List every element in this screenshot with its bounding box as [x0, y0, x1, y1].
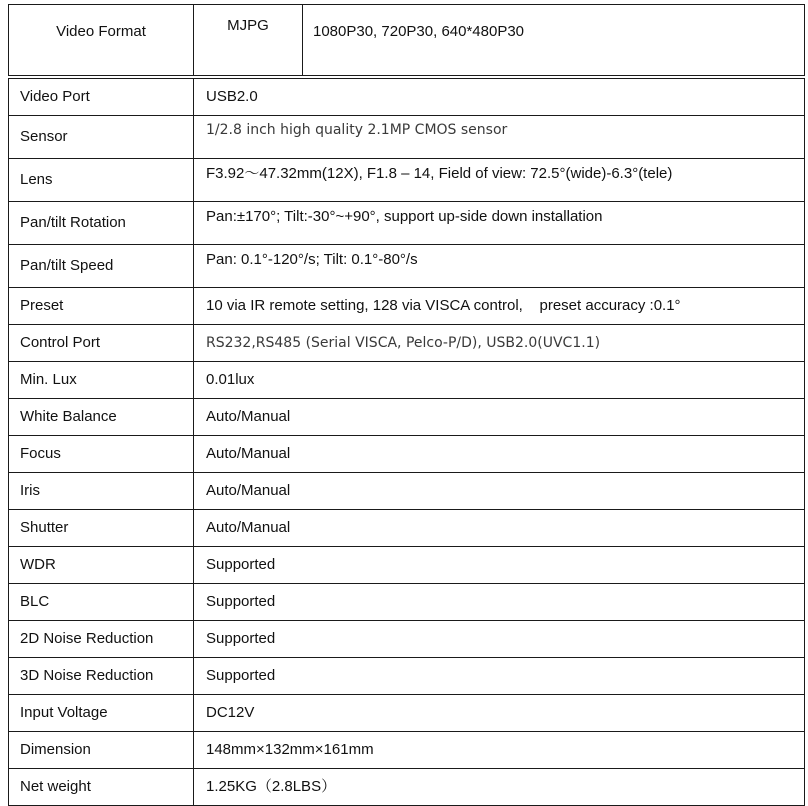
- spec-label-iris: Iris: [9, 473, 194, 510]
- spec-label-blc: BLC: [9, 584, 194, 621]
- spec-value-blc: Supported: [194, 584, 805, 621]
- spec-value-preset: 10 via IR remote setting, 128 via VISCA control, preset accuracy :0.1°: [194, 288, 805, 325]
- spec-label-video-format: Video Format: [9, 5, 194, 76]
- spec-row-pan-tilt-speed: [9, 245, 805, 288]
- spec-row-min-lux: [9, 362, 805, 399]
- spec-value-input-voltage: DC12V: [194, 695, 805, 732]
- spec-value-control-port: RS232,RS485 (Serial VISCA, Pelco-P/D), USB2.0(UVC1.1): [194, 325, 805, 362]
- spec-label-3d-noise-reduction: 3D Noise Reduction: [9, 658, 194, 695]
- spec-label-input-voltage: Input Voltage: [9, 695, 194, 732]
- spec-value-white-balance: Auto/Manual: [194, 399, 805, 436]
- spec-value-video-port: USB2.0: [194, 79, 805, 116]
- spec-row-input-voltage: [9, 695, 805, 732]
- spec-row-sensor: [9, 116, 805, 159]
- spec-value-3d-noise-reduction: Supported: [194, 658, 805, 695]
- spec-row-white-balance: [9, 399, 805, 436]
- spec-value-dimension: 148mm×132mm×161mm: [194, 732, 805, 769]
- spec-value-video-format-resolutions: 1080P30, 720P30, 640*480P30: [303, 5, 805, 76]
- spec-row-lens: [9, 159, 805, 202]
- spec-row-2d-noise-reduction: [9, 621, 805, 658]
- spec-row-preset: [9, 288, 805, 325]
- spec-label-lens: Lens: [9, 159, 194, 202]
- spec-label-control-port: Control Port: [9, 325, 194, 362]
- spec-label-white-balance: White Balance: [9, 399, 194, 436]
- spec-value-video-format-codec: MJPG: [194, 5, 303, 76]
- spec-label-pan-tilt-rotation: Pan/tilt Rotation: [9, 202, 194, 245]
- spec-row-focus: [9, 436, 805, 473]
- spec-value-sensor: 1/2.8 inch high quality 2.1MP CMOS sensor: [194, 116, 805, 159]
- spec-label-dimension: Dimension: [9, 732, 194, 769]
- spec-table: [8, 4, 805, 806]
- spec-row-pan-tilt-rotation: [9, 202, 805, 245]
- spec-row-shutter: [9, 510, 805, 547]
- spec-value-net-weight: 1.25KG（2.8LBS）: [194, 769, 805, 806]
- spec-value-wdr: Supported: [194, 547, 805, 584]
- spec-label-shutter: Shutter: [9, 510, 194, 547]
- spec-label-2d-noise-reduction: 2D Noise Reduction: [9, 621, 194, 658]
- spec-row-wdr: [9, 547, 805, 584]
- spec-value-pan-tilt-rotation: Pan:±170°; Tilt:-30°~+90°, support up-side down installation: [194, 202, 805, 245]
- spec-row-iris: [9, 473, 805, 510]
- spec-row-net-weight: [9, 769, 805, 806]
- spec-row-control-port: [9, 325, 805, 362]
- spec-label-net-weight: Net weight: [9, 769, 194, 806]
- spec-value-lens: F3.92～47.32mm(12X), F1.8 – 14, Field of view: 72.5°(wide)-6.3°(tele): [194, 159, 805, 202]
- spec-label-preset: Preset: [9, 288, 194, 325]
- spec-label-wdr: WDR: [9, 547, 194, 584]
- spec-label-pan-tilt-speed: Pan/tilt Speed: [9, 245, 194, 288]
- spec-value-min-lux: 0.01lux: [194, 362, 805, 399]
- spec-row-3d-noise-reduction: [9, 658, 805, 695]
- spec-value-focus: Auto/Manual: [194, 436, 805, 473]
- spec-label-focus: Focus: [9, 436, 194, 473]
- spec-row-video-format: [9, 5, 805, 76]
- spec-value-shutter: Auto/Manual: [194, 510, 805, 547]
- spec-label-min-lux: Min. Lux: [9, 362, 194, 399]
- spec-row-blc: [9, 584, 805, 621]
- spec-label-sensor: Sensor: [9, 116, 194, 159]
- spec-row-dimension: [9, 732, 805, 769]
- spec-row-video-port: [9, 79, 805, 116]
- spec-value-2d-noise-reduction: Supported: [194, 621, 805, 658]
- spec-value-iris: Auto/Manual: [194, 473, 805, 510]
- spec-value-pan-tilt-speed: Pan: 0.1°-120°/s; Tilt: 0.1°-80°/s: [194, 245, 805, 288]
- spec-label-video-port: Video Port: [9, 79, 194, 116]
